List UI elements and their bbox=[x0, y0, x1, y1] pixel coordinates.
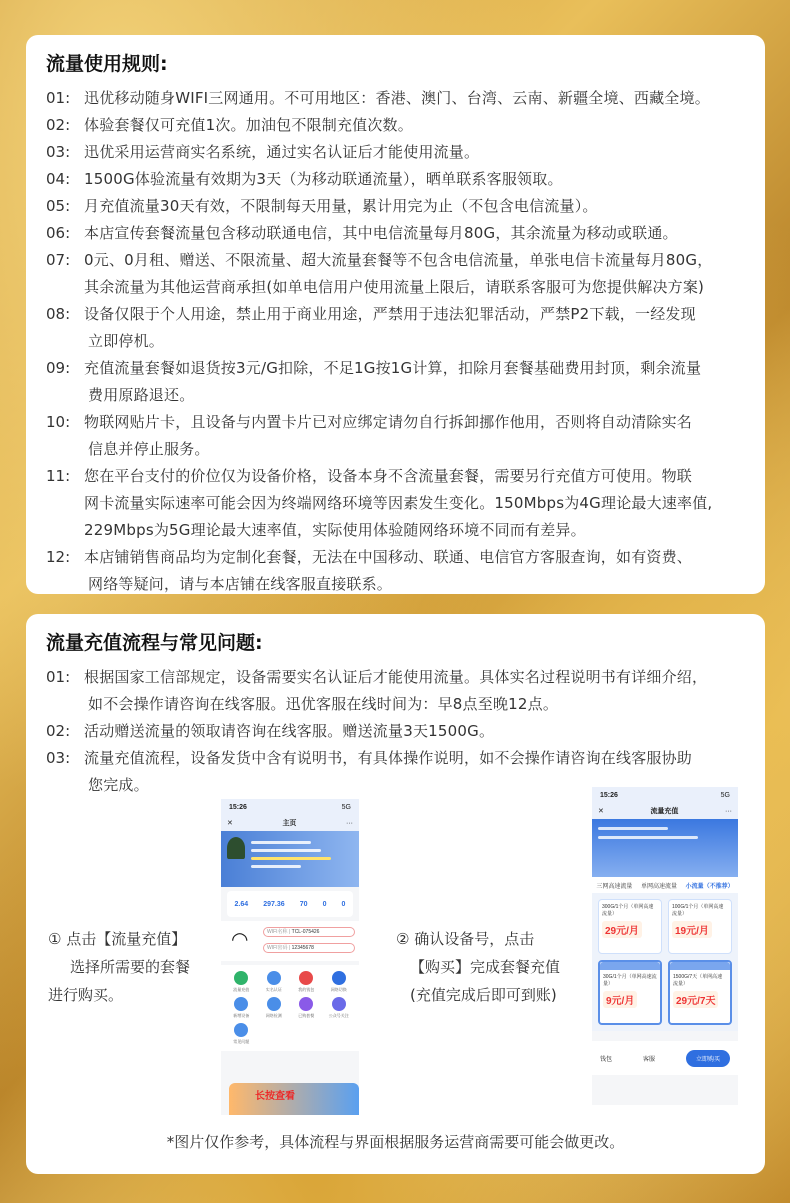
rule-line: 如不会操作请咨询在线客服。迅优客服在线时间为：早8点至晚12点。 bbox=[88, 695, 559, 713]
app-label: 我的钱包 bbox=[298, 987, 315, 992]
rule-number: 04: bbox=[46, 170, 71, 188]
rule-line: 本店铺销售商品均为定制化套餐，无法在中国移动、联通、电信官方客服查询，如有资费、 bbox=[84, 548, 693, 566]
plan-description: 300G/1个月（单网高速流量） bbox=[602, 904, 654, 917]
app-shortcut bbox=[290, 997, 323, 1019]
plan-cards bbox=[592, 893, 738, 1031]
device-info-banner bbox=[592, 819, 738, 877]
rule-line: 您完成。 bbox=[88, 776, 149, 794]
app-shortcut bbox=[258, 997, 291, 1019]
wallet-button: 钱包 bbox=[600, 1056, 613, 1063]
plan-price: 9元/月 bbox=[603, 991, 637, 1008]
rule-number: 02: bbox=[46, 722, 71, 740]
rule-item bbox=[46, 139, 747, 166]
rule-item bbox=[46, 85, 747, 112]
plan-description: 30G/1个月（单网高速流量） bbox=[603, 974, 657, 987]
faq-title: 流量充值流程与常见问题: bbox=[46, 632, 263, 654]
rule-text bbox=[84, 355, 747, 409]
device-banner bbox=[221, 831, 359, 887]
rule-line: 其余流量为其他运营商承担(如单电信用户使用流量上限后，请联系客服可为您提供解决方案) bbox=[84, 278, 705, 296]
more-icon: ··· bbox=[346, 819, 353, 827]
plan-description: 1500G/7天（单网高速流量） bbox=[673, 974, 723, 987]
rule-item bbox=[46, 220, 747, 247]
rule-item bbox=[46, 112, 747, 139]
rule-item bbox=[46, 247, 747, 301]
rule-line: 1500G体验流量有效期为3天（为移动联通流量），晒单联系客服领取。 bbox=[84, 170, 563, 188]
rule-text bbox=[84, 463, 747, 544]
rule-line: 本店宣传套餐流量包含移动联通电信，其中电信流量每月80G，其余流量为移动或联通。 bbox=[84, 224, 678, 242]
app-label: 已购套餐 bbox=[298, 1013, 315, 1018]
rule-item bbox=[46, 409, 747, 463]
rule-number: 01: bbox=[46, 89, 71, 107]
rule-number: 02: bbox=[46, 116, 71, 134]
app-shortcut bbox=[225, 997, 258, 1019]
app-shortcut bbox=[225, 971, 258, 993]
plan-price: 19元/月 bbox=[672, 921, 712, 938]
status-bar: 15:26 5G bbox=[221, 799, 359, 815]
rule-line: 229Mbps为5G理论最大速率值，实际使用体验随网络环境不同而有差异。 bbox=[84, 521, 586, 539]
app-shortcut bbox=[225, 1023, 258, 1045]
rule-line: 网络等疑问，请与本店铺在线客服直接联系。 bbox=[88, 575, 393, 593]
rule-line: 流量充值流程，设备发货中含有说明书，有具体操作说明，如不会操作请咨询在线客服协助 bbox=[84, 749, 693, 767]
app-grid bbox=[221, 965, 359, 1051]
app-icon bbox=[234, 971, 248, 985]
app-icon bbox=[234, 1023, 248, 1037]
rule-item bbox=[46, 166, 747, 193]
app-label: 网络切换 bbox=[330, 987, 347, 992]
step2-instruction: ② 确认设备号，点击 【购买】完成套餐充值 (充值完成后即可到账) bbox=[396, 930, 561, 1004]
plan-card bbox=[598, 899, 662, 954]
rule-item bbox=[46, 664, 747, 718]
rule-number: 07: bbox=[46, 251, 71, 269]
app-icon bbox=[332, 997, 346, 1011]
rule-line: 迅优采用运营商实名系统，通过实名认证后才能使用流量。 bbox=[84, 143, 480, 161]
rule-number: 09: bbox=[46, 359, 71, 377]
rule-text bbox=[84, 112, 747, 139]
wifi-name-field: WIFI名称 | TCL-075426 bbox=[263, 927, 355, 937]
app-header: ✕ 流量充值 ··· bbox=[592, 803, 738, 819]
home-screen-screenshot bbox=[221, 799, 359, 1115]
rule-line: 您在平台支付的价位仅为设备价格，设备本身不含流量套餐，需要另行充值方可使用。物联 bbox=[84, 467, 693, 485]
rule-item bbox=[46, 355, 747, 409]
faq-list bbox=[46, 664, 747, 799]
rule-text bbox=[84, 247, 747, 301]
close-icon: ✕ bbox=[227, 820, 233, 827]
app-icon bbox=[267, 971, 281, 985]
rule-number: 01: bbox=[46, 668, 71, 686]
rule-text bbox=[84, 166, 747, 193]
step1-instruction: ① 点击【流量充值】 选择所需要的套餐 进行购买。 bbox=[48, 930, 191, 1004]
wifi-settings bbox=[221, 921, 359, 961]
close-icon: ✕ bbox=[598, 808, 604, 815]
app-shortcut bbox=[258, 971, 291, 993]
status-bar: 15:26 5G bbox=[592, 787, 738, 803]
plan-card bbox=[668, 899, 732, 954]
rule-text bbox=[84, 544, 747, 598]
disclaimer-note: *图片仅作参考，具体流程与界面根据服务运营商需要可能会做更改。 bbox=[166, 1133, 625, 1151]
usage-stats: 2.64 297.36 70 0 0 bbox=[227, 891, 353, 917]
rule-item bbox=[46, 718, 747, 745]
tree-icon bbox=[227, 837, 245, 859]
app-icon bbox=[332, 971, 346, 985]
rule-text bbox=[84, 85, 747, 112]
app-icon bbox=[299, 971, 313, 985]
plan-description: 100G/1个月（单网高速流量） bbox=[672, 904, 724, 917]
rule-line: 物联网贴片卡，且设备与内置卡片已对应绑定请勿自行拆卸挪作他用，否则将自动清除实名 bbox=[84, 413, 693, 431]
app-shortcut bbox=[323, 971, 356, 993]
app-label: 常见问题 bbox=[233, 1039, 250, 1044]
rule-line: 月充值流量30天有效，不限制每天用量，累计用完为止（不包含电信流量）。 bbox=[84, 197, 598, 215]
recharge-screen-screenshot bbox=[592, 787, 738, 1105]
rule-line: 费用原路退还。 bbox=[88, 386, 195, 404]
rule-line: 设备仅限于个人用途，禁止用于商业用途，严禁用于违法犯罪活动，严禁P2下载，一经发现 bbox=[84, 305, 696, 323]
rule-number: 10: bbox=[46, 413, 71, 431]
rule-line: 网卡流量实际速率可能会因为终端网络环境等因素发生变化。150Mbps为4G理论最大速率值, bbox=[84, 494, 713, 512]
tab-tri-network: 三网高速流量 bbox=[596, 883, 633, 890]
rule-text bbox=[84, 220, 747, 247]
plan-card bbox=[598, 960, 662, 1025]
app-label: 实名认证 bbox=[265, 987, 282, 992]
tab-single-network: 单网高速流量 bbox=[640, 883, 677, 890]
rule-item bbox=[46, 301, 747, 355]
app-label: 新增设备 bbox=[233, 1013, 250, 1018]
rule-number: 06: bbox=[46, 224, 71, 242]
plan-card bbox=[668, 960, 732, 1025]
rule-text bbox=[84, 301, 747, 355]
promo-banner: 长按查看 bbox=[229, 1083, 359, 1115]
app-label: 公众号关注 bbox=[328, 1013, 349, 1018]
rule-text bbox=[84, 409, 747, 463]
app-icon bbox=[267, 997, 281, 1011]
rule-line: 0元、0月租、赠送、不限流量、超大流量套餐等不包含电信流量，单张电信卡流量每月80G， bbox=[84, 251, 713, 269]
usage-rules-list bbox=[46, 85, 747, 598]
app-shortcut bbox=[323, 997, 356, 1019]
wifi-icon: ◠ bbox=[231, 929, 249, 951]
app-header: ✕ 主页 ··· bbox=[221, 815, 359, 831]
app-icon bbox=[299, 997, 313, 1011]
plan-tabs bbox=[592, 877, 738, 893]
rule-line: 充值流量套餐如退货按3元/G扣除，不足1G按1G计算，扣除月套餐基础费用封顶，剩余流量 bbox=[84, 359, 702, 377]
rule-line: 体验套餐仅可充值1次。加油包不限制充值次数。 bbox=[84, 116, 413, 134]
rule-line: 立即停机。 bbox=[88, 332, 165, 350]
faq-card bbox=[26, 614, 765, 1174]
rule-line: 信息并停止服务。 bbox=[88, 440, 210, 458]
app-icon bbox=[234, 997, 248, 1011]
recharge-steps bbox=[26, 791, 765, 1114]
rule-line: 迅优移动随身WIFI三网通用。不可用地区：香港、澳门、台湾、云南、新疆全境、西藏全境。 bbox=[84, 89, 710, 107]
rule-number: 12: bbox=[46, 548, 71, 566]
rule-number: 03: bbox=[46, 143, 71, 161]
buy-now-button: 立即购买 bbox=[686, 1050, 730, 1067]
rule-line: 根据国家工信部规定，设备需要实名认证后才能使用流量。具体实名过程说明书有详细介绍， bbox=[84, 668, 708, 686]
rule-text bbox=[84, 718, 747, 745]
rule-item bbox=[46, 193, 747, 220]
plan-price: 29元/月 bbox=[602, 921, 642, 938]
rule-number: 08: bbox=[46, 305, 71, 323]
app-label: 网络检测 bbox=[265, 1013, 282, 1018]
service-button: 客服 bbox=[642, 1056, 655, 1063]
wifi-password-field: WIFI密码 | 12345678 bbox=[263, 943, 355, 953]
rule-number: 11: bbox=[46, 467, 71, 485]
rule-text bbox=[84, 139, 747, 166]
more-icon: ··· bbox=[725, 807, 732, 815]
tab-small-flow: 小流量（不推荐） bbox=[685, 883, 734, 890]
rule-text bbox=[84, 664, 747, 718]
rule-number: 05: bbox=[46, 197, 71, 215]
usage-rules-card bbox=[26, 35, 765, 594]
purchase-bar bbox=[592, 1041, 738, 1075]
rule-item bbox=[46, 463, 747, 544]
app-shortcut bbox=[290, 971, 323, 993]
rule-text bbox=[84, 193, 747, 220]
usage-rules-title: 流量使用规则: bbox=[46, 53, 168, 75]
plan-price: 29元/7天 bbox=[673, 991, 718, 1008]
app-label: 流量充值 bbox=[233, 987, 250, 992]
rule-line: 活动赠送流量的领取请咨询在线客服。赠送流量3天1500G。 bbox=[84, 722, 495, 740]
rule-number: 03: bbox=[46, 749, 71, 767]
rule-item bbox=[46, 544, 747, 598]
